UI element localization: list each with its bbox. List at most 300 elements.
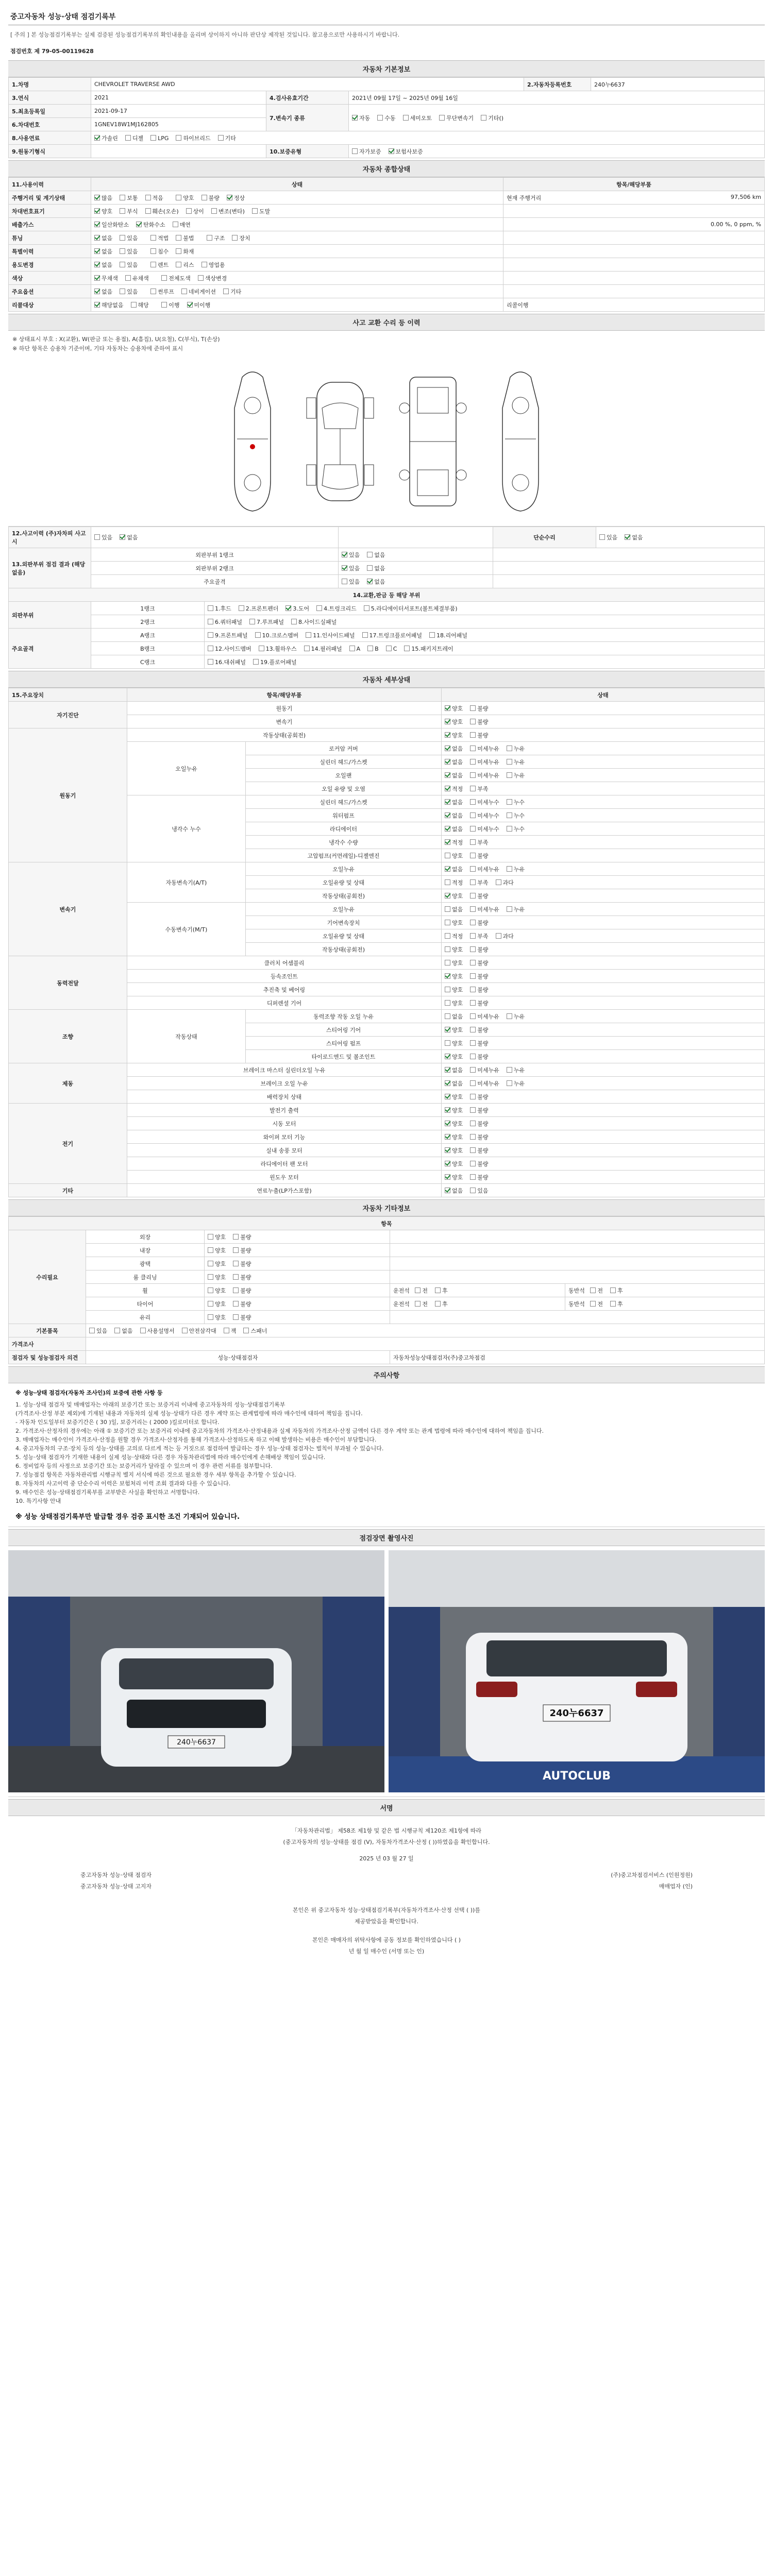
- sign-section: [8, 1799, 765, 1967]
- notes-line: (가격조사·산정 부분 제외)에 기재된 내용과 자동차의 실제 성능·상태가 다른 경우 계약 또는 관계법령에 따라 매수인에 대하여 책임을 집니다.: [15, 1410, 363, 1417]
- detail-status: [442, 889, 765, 903]
- rear-photo: [389, 1550, 765, 1792]
- other-header: 자동차 기타정보: [8, 1200, 765, 1216]
- option: [590, 1286, 603, 1295]
- notes-header: 주의사항: [8, 1367, 765, 1383]
- checkbox-icon: [470, 946, 476, 952]
- checkbox-icon: [445, 799, 450, 805]
- option: [445, 1053, 463, 1061]
- opinion-value: 자동차성능상태점검자(주)중고차점검: [390, 1351, 765, 1364]
- checkbox-icon: [316, 605, 322, 611]
- option: [181, 287, 216, 296]
- notes-final: ※ 성능 상태점검기록부만 발급할 경우 검증 표시한 조건 기재되어 있습니다.: [15, 1513, 240, 1521]
- option: [445, 758, 463, 766]
- option: [176, 247, 194, 256]
- price-name: 매매업자 (인): [659, 1883, 693, 1890]
- option-label: 도말: [259, 208, 271, 215]
- detail-item: 로커암 커버: [246, 742, 442, 755]
- other-col: 항목: [9, 1217, 765, 1230]
- detail-status: [442, 715, 765, 728]
- option: [429, 631, 467, 639]
- checkbox-icon: [470, 732, 476, 738]
- repair-needed-label: 수리필요: [9, 1230, 86, 1324]
- option-label: 6.쿼터패널: [215, 618, 242, 625]
- other-row: [9, 1230, 765, 1244]
- option-label: 전: [597, 1300, 603, 1308]
- option-label: 없음: [452, 1066, 463, 1074]
- basic-info-section: [8, 60, 765, 158]
- option: [208, 631, 248, 639]
- car-name-value: CHEVROLET TRAVERSE AWD: [91, 78, 524, 91]
- checkbox-icon: [470, 987, 476, 992]
- option-label: 없음: [452, 812, 463, 819]
- option-label: 불량: [240, 1274, 251, 1281]
- sign-line1: 「자동차관리법」 제58조 제1항 및 같은 법 시행규칙 제120조 제1항에 따라: [291, 1827, 482, 1834]
- option: [150, 247, 169, 256]
- checkbox-icon: [161, 302, 167, 308]
- front-car-image: [8, 1550, 384, 1792]
- option-label: 양호: [215, 1274, 226, 1281]
- option: [445, 744, 463, 753]
- option: [470, 986, 488, 994]
- summary-row-value: [503, 218, 765, 231]
- option: [208, 645, 251, 653]
- checkbox-icon: [386, 646, 392, 651]
- detail-rows: [9, 702, 765, 1197]
- option: [470, 932, 488, 940]
- checkbox-icon: [120, 248, 125, 254]
- summary-section: [8, 160, 765, 312]
- detail-status: [442, 822, 765, 836]
- detail-row: [9, 1184, 765, 1197]
- detail-item: 배력장치 상태: [127, 1090, 442, 1104]
- checkbox-icon: [445, 1147, 450, 1153]
- option: [120, 533, 138, 541]
- option: [470, 959, 488, 967]
- checkbox-icon: [470, 1000, 476, 1006]
- other-item-label: 광택: [86, 1257, 205, 1270]
- option: [176, 194, 194, 202]
- checkbox-icon: [445, 960, 450, 965]
- checkbox-icon: [470, 879, 476, 885]
- checkbox-icon: [470, 933, 476, 939]
- checkbox-icon: [507, 826, 512, 832]
- detail-item: 작동상태(공회전): [127, 728, 442, 742]
- checkbox-icon: [208, 1234, 213, 1240]
- option: [150, 261, 169, 269]
- checkbox-icon: [445, 973, 450, 979]
- option: [186, 207, 204, 215]
- detail-status: [442, 755, 765, 769]
- detail-item: 오일유량 및 상태: [246, 876, 442, 889]
- option-label: 불량: [477, 718, 489, 725]
- checkbox-icon: [496, 879, 501, 885]
- checkbox-icon: [590, 1301, 596, 1307]
- document-title: 중고자동차 성능·상태 점검기록부: [8, 8, 765, 25]
- detail-sub: 수동변속기(M/T): [127, 903, 246, 956]
- checkbox-icon: [470, 745, 476, 751]
- option-label: 상이: [193, 208, 204, 215]
- option: [470, 1187, 488, 1195]
- option: [507, 798, 525, 806]
- option-label: 미세누유: [477, 772, 499, 779]
- checkbox-icon: [445, 1027, 450, 1032]
- option: [445, 731, 463, 739]
- option: [239, 604, 279, 613]
- warranty-type-options: [349, 145, 765, 158]
- detail-status: [442, 769, 765, 782]
- detail-status: [442, 836, 765, 849]
- option: [470, 1012, 499, 1021]
- checkbox-icon: [208, 1261, 213, 1266]
- checkbox-icon: [176, 248, 181, 254]
- option-label: 미세누수: [477, 825, 499, 833]
- buyer-ymd: 년 월 일 매수인 (서명 또는 인): [348, 1948, 425, 1955]
- option: [415, 1300, 428, 1308]
- option-label: 불량: [240, 1314, 251, 1321]
- option: [470, 718, 488, 726]
- detail-status: [442, 1144, 765, 1157]
- checkbox-icon: [445, 1094, 450, 1099]
- consent-line: 본인은 위 중고자동차 성능·상태점검기록부(자동차가격조사·산정 선택 ( ))를: [293, 1907, 480, 1913]
- detail-status: [442, 970, 765, 983]
- basic-info-header: 자동차 기본정보: [8, 61, 765, 77]
- option-label: 양호: [452, 1160, 463, 1167]
- option-label: 8.사이드실패널: [298, 618, 337, 625]
- detail-item: 오일누유: [246, 862, 442, 876]
- option-label: 후: [442, 1287, 448, 1294]
- checkbox-icon: [173, 222, 178, 227]
- option: [470, 1053, 488, 1061]
- option-label: 없음: [374, 565, 385, 572]
- option: [120, 234, 138, 242]
- option: [507, 758, 525, 766]
- detail-status: [442, 782, 765, 795]
- fuel-options: [91, 131, 765, 145]
- checkbox-icon: [445, 1067, 450, 1073]
- consent-line-2: 제공받았음을 확인합니다.: [355, 1918, 418, 1925]
- option-label: 불량: [477, 1133, 489, 1141]
- other-item-options: [205, 1270, 390, 1284]
- option-label: 있음: [96, 1327, 108, 1334]
- checkbox-icon: [208, 1287, 213, 1293]
- option: [145, 194, 163, 202]
- option-label: 10.크로스멤버: [262, 632, 299, 639]
- checkbox-icon: [429, 632, 435, 638]
- option-label: 부식: [127, 208, 138, 215]
- checkbox-icon: [233, 1287, 239, 1293]
- summary-row-label: 특별이력: [9, 245, 91, 258]
- option: [208, 1246, 226, 1255]
- checkbox-icon: [470, 1027, 476, 1032]
- detail-item: 워터펌프: [246, 809, 442, 822]
- first-reg-value: 2021-09-17: [91, 105, 266, 118]
- summary-row-value: [503, 205, 765, 218]
- other-row: [9, 1257, 765, 1270]
- option-label: 수동: [384, 114, 396, 122]
- option-label: 양호: [452, 892, 463, 900]
- notes-body: [8, 1383, 765, 1527]
- checkbox-icon: [252, 208, 258, 214]
- option-label: 양호: [452, 1053, 463, 1060]
- option-label: 없음: [374, 551, 385, 558]
- option: [243, 1327, 267, 1335]
- summary-row-label: 튜닝: [9, 231, 91, 245]
- option: [610, 1300, 623, 1308]
- summary-table: [8, 177, 765, 312]
- checkbox-icon: [182, 1328, 188, 1333]
- parts-rank: 1랭크: [91, 602, 205, 615]
- summary-row-label: 주행거리 및 계기상태: [9, 191, 91, 205]
- option-label: 불량: [240, 1247, 251, 1254]
- option-label: 불량: [477, 946, 489, 953]
- reg-no-label: 2.자동차등록번호: [524, 78, 591, 91]
- option-label: 네비게이션: [188, 288, 216, 295]
- option: [208, 1233, 226, 1241]
- detail-status: [442, 983, 765, 996]
- option: [507, 905, 525, 913]
- checkbox-icon: [233, 1247, 239, 1253]
- checkbox-icon: [94, 275, 100, 281]
- sign-date: 2025 년 03 월 27 일: [359, 1855, 414, 1862]
- option: [470, 1106, 488, 1114]
- detail-status: [442, 1171, 765, 1184]
- photos-header: 점검장면 촬영사진: [8, 1530, 765, 1546]
- checkbox-icon: [470, 1054, 476, 1059]
- detail-status: [442, 809, 765, 822]
- option: [252, 207, 270, 215]
- checkbox-icon: [186, 208, 192, 214]
- option-label: 미세누유: [477, 1080, 499, 1087]
- option-label: 부족: [477, 879, 489, 886]
- checkbox-icon: [120, 195, 125, 200]
- checkbox-icon: [445, 1134, 450, 1140]
- option: [445, 1079, 463, 1088]
- checkbox-icon: [445, 1107, 450, 1113]
- detail-status: [442, 1157, 765, 1171]
- option: [445, 838, 463, 846]
- option-label: 없음: [632, 534, 643, 541]
- accident-header: 사고 교환 수리 등 이력: [8, 314, 765, 331]
- notes-line: 4. 중고자동차의 구조·장치 등의 성능·상태를 고의로 다르게 적는 등 거짓으로 점검하여 발급하는 경우 성능·상태 점검자는 벌칙이 부과될 수 있습니다.: [15, 1445, 384, 1452]
- checkbox-icon: [507, 866, 512, 872]
- checkbox-icon: [507, 812, 512, 818]
- option: [389, 147, 423, 156]
- option: [342, 564, 360, 572]
- option: [201, 194, 220, 202]
- option-label: 양호: [452, 986, 463, 993]
- detail-sub: 오일누유: [127, 742, 246, 795]
- other-item-options: [205, 1257, 390, 1270]
- parts-header: 14.교환,판금 등 해당 부위: [9, 588, 765, 602]
- parts-items: [205, 642, 765, 655]
- option: [304, 645, 342, 653]
- reg-no-value: 240누6637: [591, 78, 765, 91]
- option-label: 미세누유: [477, 745, 499, 752]
- option-label: 후: [617, 1300, 623, 1308]
- vin-value: 1GNEV18W1MJ162805: [91, 118, 266, 131]
- detail-item: 윈도우 모터: [127, 1171, 442, 1184]
- checkbox-icon: [94, 235, 100, 241]
- checkbox-icon: [599, 534, 605, 540]
- option: [610, 1286, 623, 1295]
- option-label: 없음: [452, 825, 463, 833]
- option: [182, 1327, 216, 1335]
- option-label: 부족: [477, 933, 489, 940]
- option: [445, 1093, 463, 1101]
- option: [161, 274, 191, 282]
- detail-item: 등속조인트: [127, 970, 442, 983]
- checkbox-icon: [470, 960, 476, 965]
- detail-item: 오일누유: [246, 903, 442, 916]
- detail-item: 브레이크 마스터 실린더오일 누유: [127, 1063, 442, 1077]
- checkbox-icon: [470, 705, 476, 711]
- summary-row-options: [91, 191, 503, 205]
- option: [114, 1327, 132, 1335]
- other-row: [9, 1324, 765, 1337]
- checkbox-icon: [470, 1107, 476, 1113]
- option-label: 누유: [513, 745, 525, 752]
- option: [445, 785, 463, 793]
- option-label: 미이행: [194, 301, 211, 309]
- checkbox-icon: [367, 646, 373, 651]
- option: [208, 604, 231, 613]
- detail-status: [442, 1117, 765, 1130]
- option: [470, 785, 488, 793]
- option-label: 불량: [477, 1107, 489, 1114]
- option: [507, 1066, 525, 1074]
- option-label: 없음: [452, 799, 463, 806]
- detail-status: [442, 1023, 765, 1037]
- checkbox-icon: [224, 1328, 229, 1333]
- detail-item: 냉각수 수량: [246, 836, 442, 849]
- option: [470, 1066, 499, 1074]
- price-survey-label: 가격조사: [9, 1337, 86, 1351]
- detail-item: 동력조향 작동 오일 누유: [246, 1010, 442, 1023]
- option: [367, 564, 385, 572]
- option-label: 11.인사이드패널: [313, 632, 355, 639]
- transmission-label: 7.변속기 종류: [266, 105, 349, 131]
- checkbox-icon: [404, 646, 410, 651]
- option: [253, 658, 297, 666]
- parts-rank: A랭크: [91, 629, 205, 642]
- other-table: [8, 1216, 765, 1364]
- option-label: 누수: [513, 812, 525, 819]
- option: [120, 287, 138, 296]
- detail-status: [442, 996, 765, 1010]
- option-label: 5.라디에이터서포트(볼트체결부품): [371, 605, 458, 612]
- checkbox-icon: [94, 302, 100, 308]
- simple-repair-label: 단순수리: [493, 527, 596, 548]
- option-label: 색상변경: [205, 275, 227, 282]
- option-label: 양호: [452, 959, 463, 967]
- option: [208, 1300, 226, 1308]
- option-label: 13.휠하우스: [265, 645, 297, 652]
- price-row: [19, 1881, 754, 1892]
- detail-item: 변속기: [127, 715, 442, 728]
- checkbox-icon: [445, 1054, 450, 1059]
- checkbox-icon: [362, 632, 368, 638]
- checkbox-icon: [445, 920, 450, 925]
- checkbox-icon: [94, 289, 100, 294]
- summary-row-label: 리콜대상: [9, 298, 91, 312]
- summary-row-label: 용도변경: [9, 258, 91, 272]
- parts-rank: 2랭크: [91, 615, 205, 629]
- detail-item: 브레이크 오일 누유: [127, 1077, 442, 1090]
- option-label: 불량: [477, 705, 489, 712]
- option-label: 양호: [452, 705, 463, 712]
- option-label: 과다: [502, 879, 514, 886]
- option-label: 있음: [102, 534, 113, 541]
- other-item-options: [205, 1244, 390, 1257]
- checkbox-icon: [223, 289, 229, 294]
- option-label: 부족: [477, 839, 489, 846]
- option: [120, 207, 138, 215]
- detail-row: [9, 702, 765, 715]
- photos-section: [8, 1529, 765, 1797]
- option-label: 누유: [513, 866, 525, 873]
- option-label: 양호: [183, 194, 194, 201]
- summary-row-options: [91, 231, 503, 245]
- notes-lines: [15, 1400, 758, 1505]
- summary-row-value: [503, 285, 765, 298]
- detail-status: [442, 929, 765, 943]
- year-value: 2021: [91, 91, 266, 105]
- option-label: 양호: [215, 1260, 226, 1267]
- inspector-role: 중고자동차 성능·상태 점검자: [80, 1872, 152, 1878]
- option-label: 불량: [477, 1147, 489, 1154]
- other-section: [8, 1199, 765, 1364]
- other-item-options: [86, 1324, 765, 1337]
- checkbox-icon: [291, 619, 297, 624]
- option: [255, 631, 299, 639]
- summary-row-label: 차대번호표기: [9, 205, 91, 218]
- option-label: 무채색: [102, 275, 118, 282]
- option: [94, 207, 112, 215]
- option-label: 침수: [158, 248, 169, 255]
- summary-row-options: [91, 205, 503, 218]
- checkbox-icon: [507, 1067, 512, 1073]
- option: [125, 134, 143, 142]
- option: [377, 114, 395, 122]
- option: [145, 207, 179, 215]
- accident-history-label: 12.사고이력 (주)자차피 사고시: [9, 527, 91, 548]
- checkbox-icon: [435, 1287, 441, 1293]
- option-label: 기타(): [488, 114, 504, 122]
- option-label: 미세누유: [477, 866, 499, 873]
- summary-row-val: 97,506 km: [730, 193, 761, 200]
- checkbox-icon: [445, 719, 450, 724]
- notes-section: [8, 1366, 765, 1527]
- checkbox-icon: [470, 893, 476, 899]
- option: [445, 1039, 463, 1047]
- summary-row-value: [503, 231, 765, 245]
- notes-line: 3. 매매업자는 매수인이 가격조사·산정을 원할 경우 가격조사·산정자를 통해 가격조사·산정하도록 하고 이때 발생하는 비용은 매수인이 부담합니다.: [15, 1436, 377, 1443]
- summary-row: [9, 245, 765, 258]
- option: [94, 194, 112, 202]
- summary-row: [9, 298, 765, 312]
- checkbox-icon: [120, 534, 125, 540]
- option-label: 자가보증: [359, 148, 381, 155]
- option: [470, 919, 488, 927]
- checkbox-icon: [227, 195, 232, 200]
- accident-legend-2: ※ 하단 항목은 승용차 기준이며, 기타 자동차는 승용차에 준하여 표시: [12, 345, 183, 352]
- checkbox-icon: [435, 1301, 441, 1307]
- option: [445, 1026, 463, 1034]
- option-label: 없음: [452, 1080, 463, 1087]
- detail-row: [9, 956, 765, 970]
- detail-sub: 작동상태: [127, 1010, 246, 1063]
